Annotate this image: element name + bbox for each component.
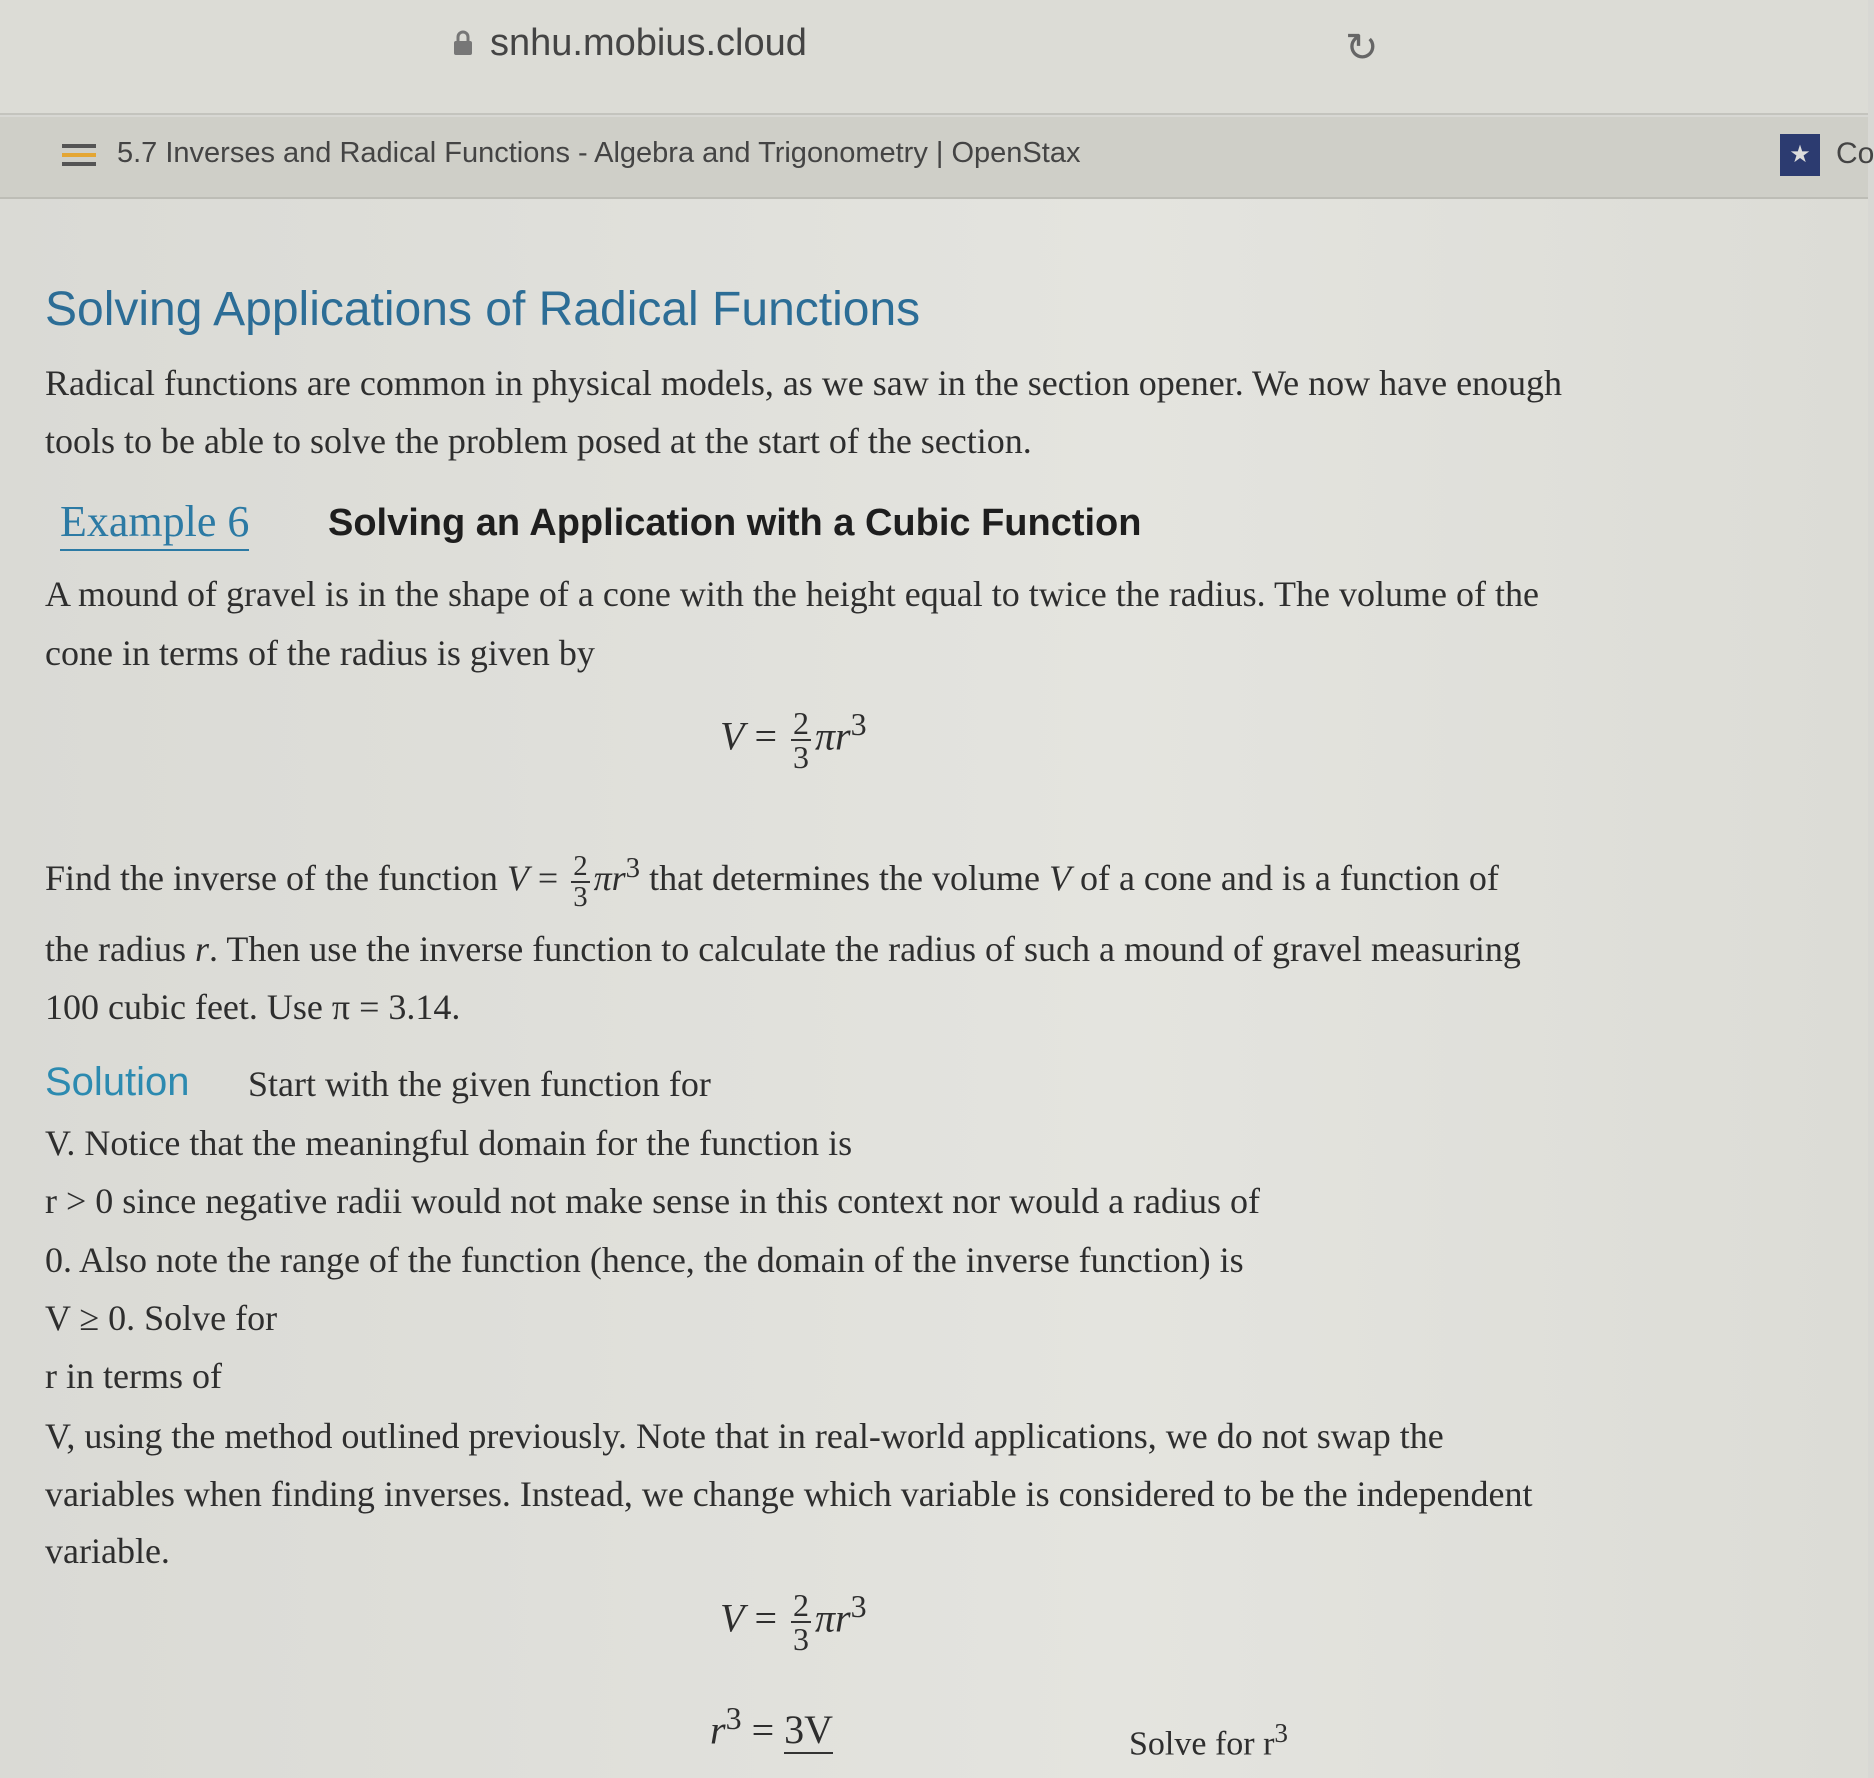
solution-line: V, using the method outlined previously. Note that in real-world applications, we do not swap the: [45, 1416, 1444, 1456]
eq-rest: πr: [815, 713, 851, 759]
intro-line: tools to be able to solve the problem posed at the start of the section.: [45, 421, 1032, 461]
numerator: 2: [573, 850, 588, 882]
menu-icon[interactable]: [62, 140, 96, 170]
var-r: r: [194, 929, 209, 969]
eq-lhs: V: [720, 1595, 745, 1641]
exponent: 3: [625, 852, 641, 885]
eq-lhs: V: [506, 858, 529, 899]
numerator: 3V: [784, 1707, 834, 1753]
solution-line: V ≥ 0. Solve for: [45, 1298, 278, 1338]
exponent: 3: [850, 1588, 867, 1624]
find-line: [45, 986, 460, 1028]
solution-line: 0. Also note the range of the function (hence, the domain of the inverse function) is: [45, 1240, 1244, 1280]
solution-line: variable.: [45, 1531, 170, 1571]
numerator: 2: [793, 1587, 809, 1624]
solution-line: r > 0 since negative radii would not make sense in this context nor would a radius of: [45, 1181, 1261, 1221]
denominator: 3: [793, 1621, 809, 1658]
eq-rest: πr: [815, 1595, 851, 1641]
exponent: 3: [1274, 1718, 1289, 1748]
find-line: [45, 852, 1499, 912]
solution-line: variables when finding inverses. Instead, we change which variable is considered to be the independent: [45, 1474, 1533, 1514]
solution-line: Start with the given function for: [248, 1064, 711, 1104]
bookmark-star-icon[interactable]: ★: [1780, 134, 1820, 176]
denominator: 3: [573, 880, 588, 913]
solution-label: Solution: [45, 1060, 190, 1104]
equation-volume: [720, 705, 867, 776]
exponent: 3: [850, 706, 867, 742]
equation-step-2: [710, 1700, 833, 1753]
note-text: Solve for r: [1129, 1725, 1275, 1763]
exponent: 3: [725, 1700, 742, 1736]
eq-rest: πr: [593, 858, 626, 899]
text: of a cone and is a function of: [1079, 858, 1499, 899]
example-title: Solving an Application with a Cubic Function: [328, 502, 1142, 544]
solution-line: V. Notice that the meaningful domain for the function is: [45, 1123, 853, 1163]
address-bar[interactable]: [0, 0, 1868, 115]
numerator: 2: [793, 705, 809, 742]
fraction: [571, 852, 589, 912]
text: 100 cubic feet. Use: [45, 987, 323, 1027]
pi-value: π = 3.14.: [331, 987, 461, 1027]
eq-lhs: V: [720, 713, 745, 759]
eq-sign: =: [537, 858, 559, 899]
solution-line: r in terms of: [45, 1356, 222, 1396]
problem-line: cone in terms of the radius is given by: [45, 633, 595, 673]
var-v: V: [1048, 858, 1071, 899]
problem-line: A mound of gravel is in the shape of a cone with the height equal to twice the radius. The volume of the: [45, 574, 1539, 614]
eq-lhs: r: [710, 1707, 726, 1753]
denominator: 3: [793, 739, 809, 776]
lock-icon: [452, 30, 474, 56]
tab-partial-label[interactable]: Co: [1836, 137, 1874, 170]
tab-bar: [0, 117, 1874, 199]
equation-step-1: [720, 1587, 867, 1658]
eq-sign: =: [754, 1595, 777, 1641]
text: Find the inverse of the function: [45, 858, 498, 899]
eq-sign: =: [751, 1707, 775, 1753]
text: the radius: [45, 929, 186, 969]
fraction: [791, 1587, 811, 1658]
example-label: Example 6: [60, 496, 249, 551]
find-line: [45, 928, 1521, 970]
eq-sign: =: [754, 713, 777, 759]
fraction: [791, 705, 811, 776]
section-heading: Solving Applications of Radical Functions: [45, 283, 921, 336]
step-note: [1129, 1718, 1288, 1763]
url-text[interactable]: snhu.mobius.cloud: [490, 22, 807, 64]
text: . Then use the inverse function to calculate the radius of such a mound of gravel measuring: [208, 929, 1521, 969]
intro-line: Radical functions are common in physical models, as we saw in the section opener. We now have enough: [45, 363, 1563, 403]
text: that determines the volume: [649, 858, 1040, 899]
reload-icon[interactable]: ↻: [1345, 25, 1379, 70]
tab-title[interactable]: 5.7 Inverses and Radical Functions - Algebra and Trigonometry | OpenStax: [117, 137, 1081, 169]
